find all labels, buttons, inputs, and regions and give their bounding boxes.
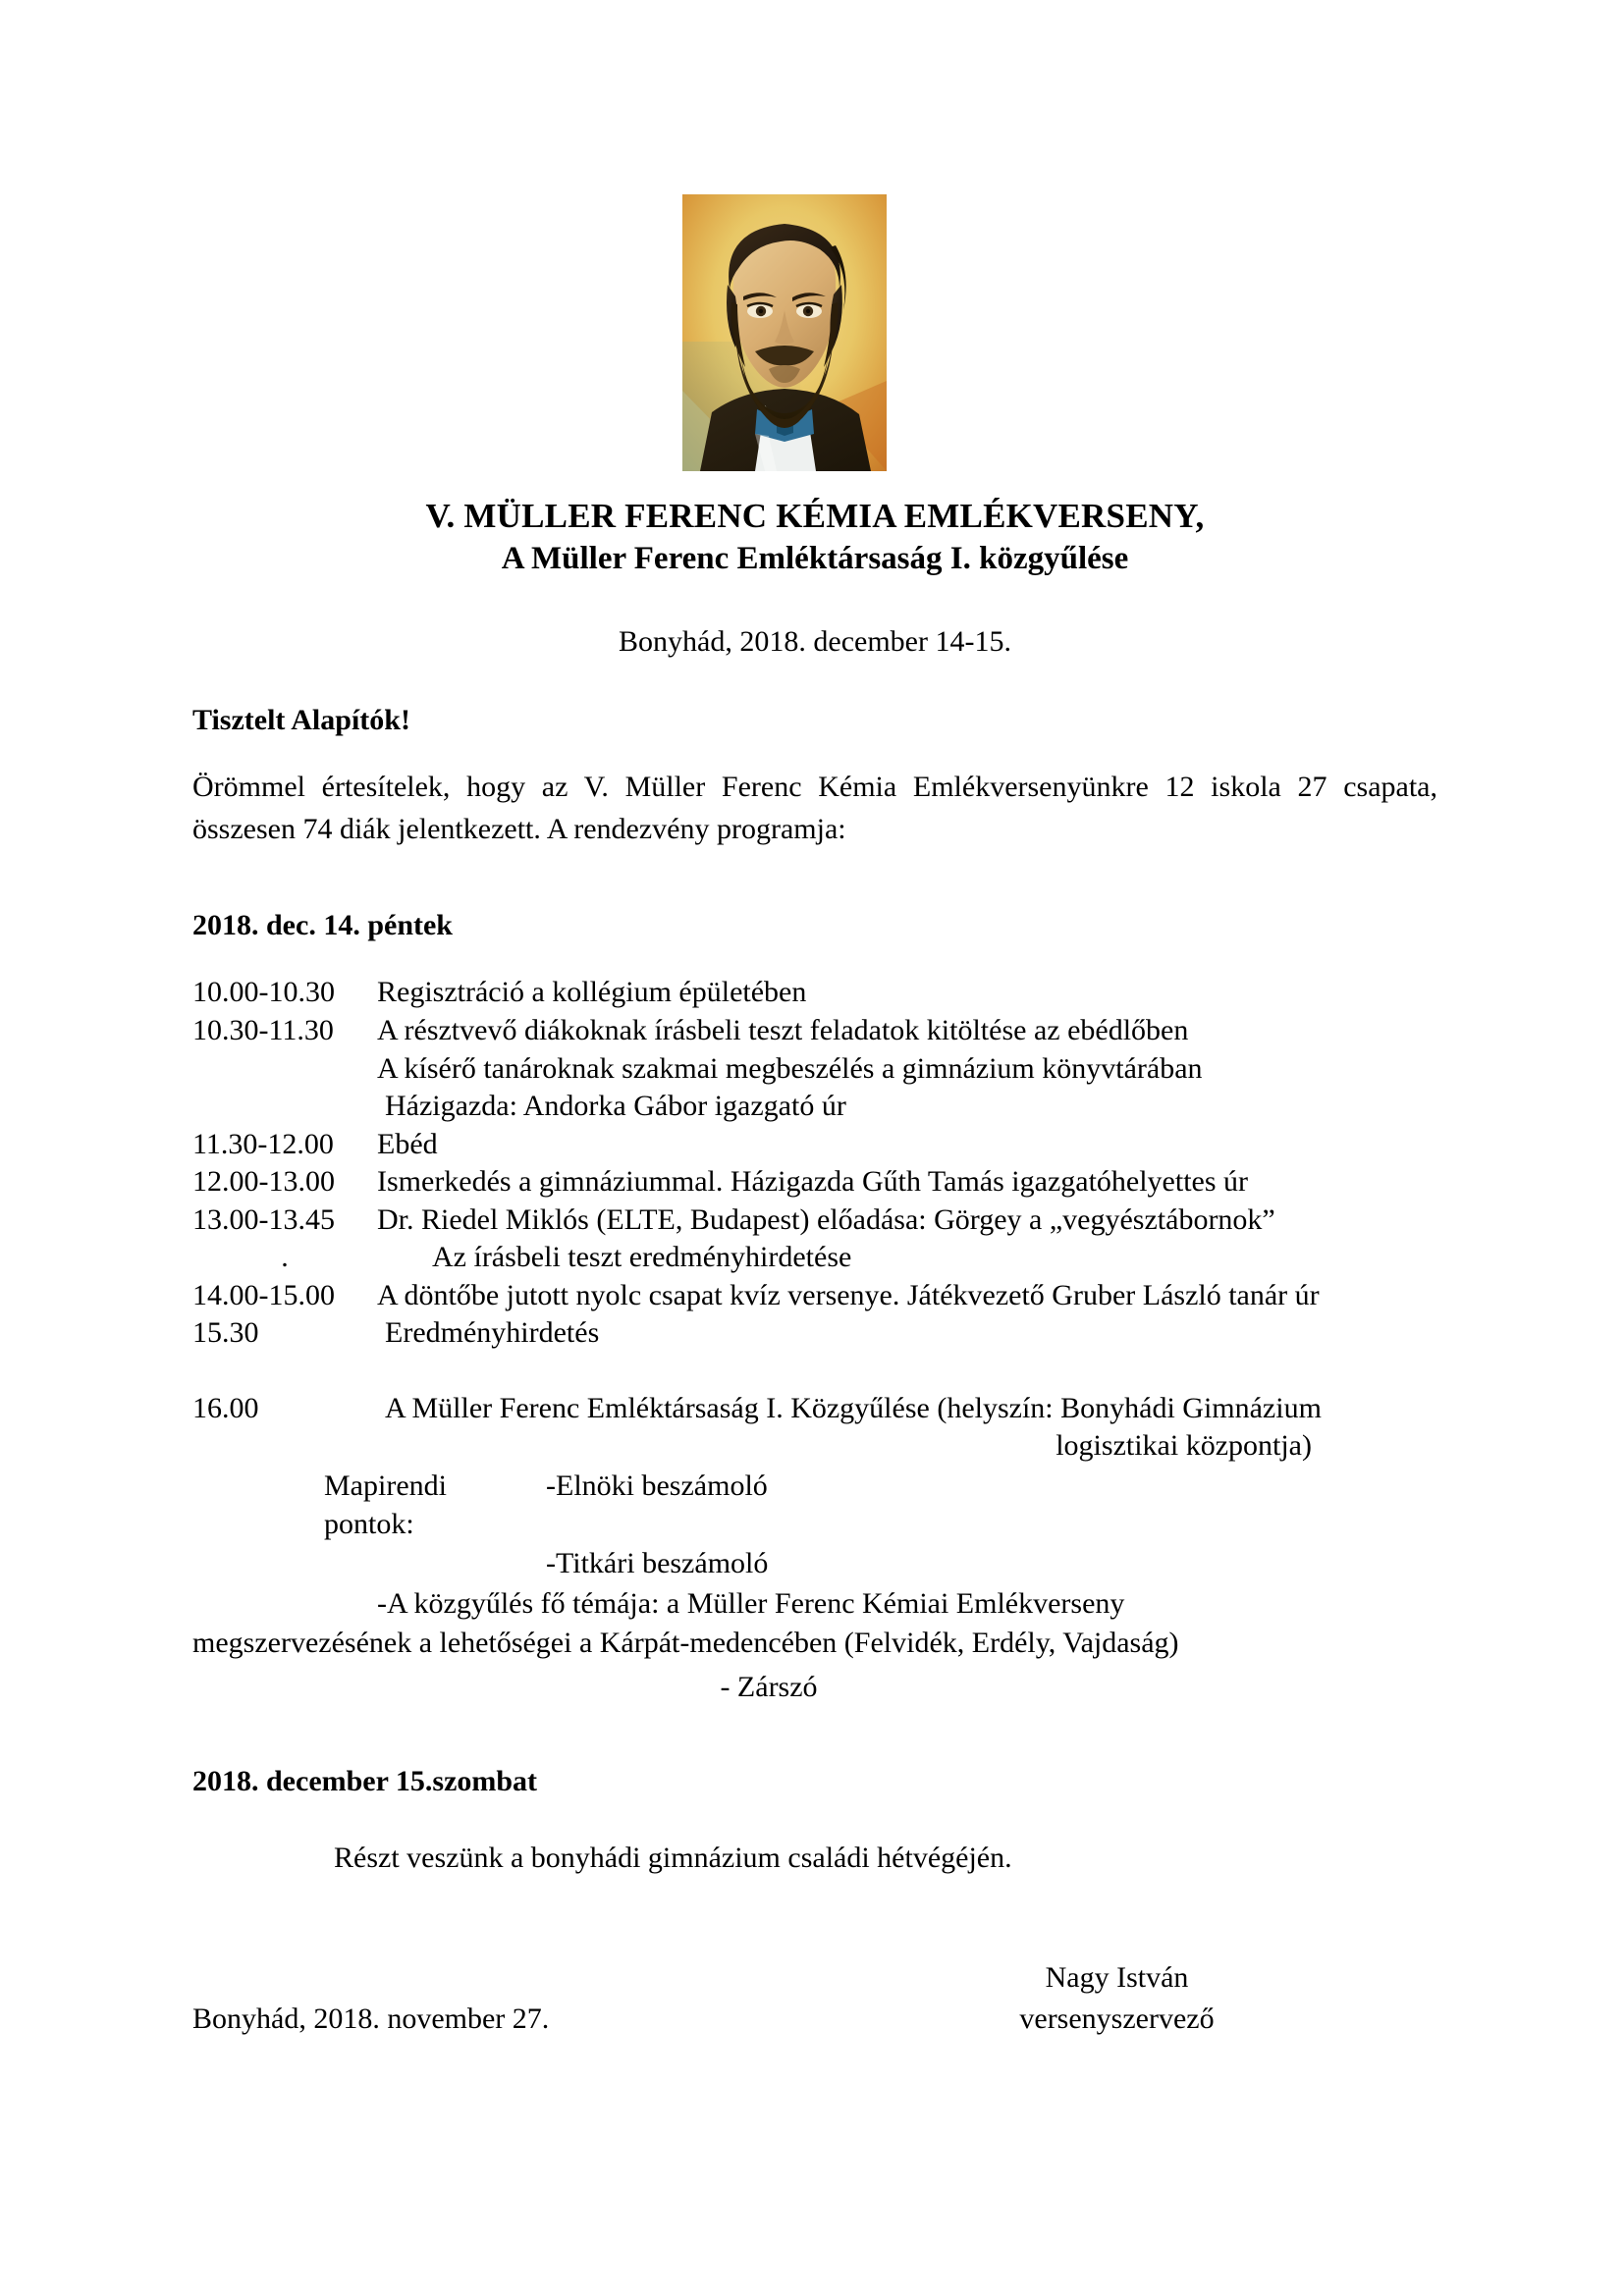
saturday-body: Részt veszünk a bonyhádi gimnázium családi hétvégéjén. <box>334 1842 1012 1875</box>
schedule-row <box>192 1088 1437 1126</box>
page-subtitle: A Müller Ferenc Emléktársaság I. közgyűlése <box>501 541 1129 577</box>
agenda-theme-body: megszervezésének a lehetőségei a Kárpát-medencében (Felvidék, Erdély, Vajdaság) <box>192 1627 1179 1660</box>
portrait-illustration <box>682 194 887 471</box>
schedule-row <box>192 1277 1437 1315</box>
schedule-time: . <box>281 1241 289 1274</box>
schedule-time: 12.00-13.00 <box>192 1165 335 1199</box>
footer-row <box>192 2000 1437 2039</box>
schedule-row <box>192 1390 1437 1428</box>
schedule-time: 14.00-15.00 <box>192 1278 335 1311</box>
assembly-block <box>192 1390 1437 1706</box>
schedule-time: 15.30 <box>192 1316 259 1350</box>
schedule-spacer <box>192 1353 1437 1390</box>
agenda-row <box>192 1468 1437 1543</box>
agenda-row <box>192 1545 1437 1583</box>
assembly-line-2: logisztikai központja) <box>1056 1429 1312 1463</box>
assembly-time: 16.00 <box>192 1391 259 1424</box>
schedule-time: 13.00-13.45 <box>192 1202 335 1236</box>
signer-name: Nagy István <box>1045 1961 1189 1994</box>
schedule-desc: Az írásbeli teszt eredményhirdetése <box>432 1241 852 1274</box>
schedule-time: 11.30-12.00 <box>192 1127 334 1160</box>
schedule-desc: Ismerkedés a gimnáziummal. Házigazda Gűth Tamás igazgatóhelyettes úr <box>377 1165 1249 1199</box>
salutation: Tisztelt Alapítók! <box>192 704 410 737</box>
document-body <box>192 496 1437 1875</box>
schedule-desc: A kísérő tanároknak szakmai megbeszélés a gimnázium könyvtárában <box>377 1051 1203 1085</box>
schedule-row <box>192 1163 1437 1201</box>
signer-role: versenyszervező <box>1019 2002 1215 2035</box>
schedule-desc: Regisztráció a kollégium épületében <box>377 976 807 1009</box>
schedule-time: 10.00-10.30 <box>192 976 335 1009</box>
schedule-row <box>192 1050 1437 1089</box>
agenda-closing-item: - Zárszó <box>720 1670 818 1703</box>
schedule-row <box>192 1201 1437 1240</box>
agenda-item: -Elnöki beszámoló <box>546 1468 768 1502</box>
schedule-desc: A résztvevő diákoknak írásbeli teszt feladatok kitöltése az ebédlőben <box>377 1013 1189 1046</box>
portrait-image <box>682 194 887 471</box>
schedule-row <box>192 1126 1437 1164</box>
schedule-time: 10.30-11.30 <box>192 1013 334 1046</box>
schedule-desc: Dr. Riedel Miklós (ELTE, Budapest) előadása: Görgey a „vegyésztábornok” <box>377 1202 1275 1236</box>
schedule-desc: Eredményhirdetés <box>385 1316 600 1350</box>
intro-paragraph: Örömmel értesítelek, hogy az V. Müller Ferenc Kémia Emlékversenyünkre 12 iskola 27 csapata, összesen 74 diák jelentkezett. A rendezvény programja: <box>192 771 1437 845</box>
event-place-date: Bonyhád, 2018. december 14-15. <box>619 625 1011 659</box>
schedule-desc: Házigazda: Andorka Gábor igazgató úr <box>385 1090 846 1123</box>
document-footer <box>192 1958 1437 2038</box>
agenda-item: -Titkári beszámoló <box>546 1547 769 1580</box>
schedule-row <box>192 1012 1437 1050</box>
friday-schedule <box>192 974 1437 1706</box>
schedule-desc: A döntőbe jutott nyolc csapat kvíz versenye. Játékvezető Gruber László tanár úr <box>377 1278 1320 1311</box>
schedule-row <box>192 1314 1437 1353</box>
schedule-row <box>192 1239 1437 1277</box>
page-title: V. MÜLLER FERENC KÉMIA EMLÉKVERSENY, <box>425 497 1205 535</box>
saturday-heading: 2018. december 15.szombat <box>192 1765 538 1798</box>
assembly-line-1: A Müller Ferenc Emléktársaság I. Közgyűlése (helyszín: Bonyhádi Gimnázium <box>385 1391 1322 1424</box>
agenda-theme-head: -A közgyűlés fő témája: a Müller Ferenc Kémiai Emlékverseny <box>377 1586 1125 1620</box>
footer-place-date: Bonyhád, 2018. november 27. <box>192 2002 550 2035</box>
schedule-row <box>192 974 1437 1012</box>
agenda-label: Mapirendi pontok: <box>324 1468 447 1540</box>
friday-heading: 2018. dec. 14. péntek <box>192 909 453 942</box>
schedule-desc: Ebéd <box>377 1127 438 1160</box>
